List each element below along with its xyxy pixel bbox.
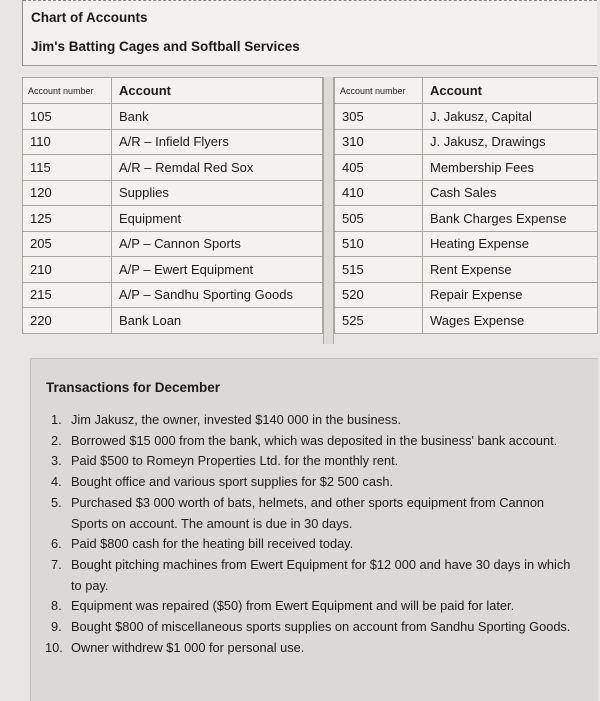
- table-row: [23, 282, 323, 308]
- item-number: 2.: [51, 432, 62, 448]
- account-name: Wages Expense: [423, 308, 598, 334]
- header-account: Account: [112, 78, 323, 104]
- list-item: [31, 638, 571, 659]
- account-name: J. Jakusz, Capital: [423, 104, 598, 130]
- account-number: 205: [23, 231, 112, 257]
- account-number: 110: [23, 129, 112, 155]
- transactions-title: Transactions for December: [46, 380, 221, 395]
- account-name: Repair Expense: [423, 282, 598, 308]
- list-item: [31, 451, 571, 472]
- list-item: [31, 431, 571, 452]
- account-number: 115: [23, 155, 112, 181]
- item-number: 5.: [51, 494, 62, 510]
- table-row: [335, 180, 598, 206]
- account-number: 515: [335, 257, 423, 283]
- table-row: [23, 180, 323, 206]
- header-account-number: Account number: [23, 78, 112, 104]
- table-row: [23, 308, 323, 334]
- table-row: [335, 155, 598, 181]
- account-name: Supplies: [112, 180, 323, 206]
- list-item: [31, 555, 571, 596]
- account-number: 405: [335, 155, 423, 181]
- dashed-rule: [23, 0, 597, 1]
- account-name: A/R – Infield Flyers: [112, 129, 323, 155]
- account-number: 525: [335, 308, 423, 334]
- account-name: Heating Expense: [423, 231, 598, 257]
- table-header-row: [23, 78, 323, 104]
- account-name: Equipment: [112, 206, 323, 232]
- table-row: [23, 155, 323, 181]
- account-number: 305: [335, 104, 423, 130]
- table-row: [23, 129, 323, 155]
- account-name: A/P – Ewert Equipment: [112, 257, 323, 283]
- account-name: Bank Charges Expense: [423, 206, 598, 232]
- account-number: 510: [335, 231, 423, 257]
- table-row: [23, 231, 323, 257]
- page-title: Chart of Accounts: [31, 10, 148, 25]
- accounts-table-left: [22, 77, 323, 334]
- list-item: [31, 493, 571, 534]
- account-number: 210: [23, 257, 112, 283]
- account-name: Rent Expense: [423, 257, 598, 283]
- accounts-table-right: [334, 77, 598, 334]
- account-number: 125: [23, 206, 112, 232]
- document-header: [22, 0, 597, 66]
- list-item: [31, 410, 571, 431]
- item-text: Jim Jakusz, the owner, invested $140 000 in the business.: [71, 412, 402, 427]
- table-row: [335, 282, 598, 308]
- transactions-panel: [30, 358, 598, 701]
- table-divider: [323, 77, 334, 344]
- account-name: Bank Loan: [112, 308, 323, 334]
- account-name: A/P – Sandhu Sporting Goods: [112, 282, 323, 308]
- table-row: [23, 257, 323, 283]
- item-text: Owner withdrew $1 000 for personal use.: [71, 639, 305, 655]
- table-header-row: [335, 78, 598, 104]
- business-name: Jim's Batting Cages and Softball Services: [31, 39, 300, 54]
- item-number: 1.: [51, 412, 62, 427]
- account-name: A/P – Cannon Sports: [112, 231, 323, 257]
- table-row: [335, 129, 598, 155]
- account-name: A/R – Remdal Red Sox: [112, 155, 323, 181]
- item-number: 10.: [45, 639, 63, 655]
- account-name: Cash Sales: [423, 180, 598, 206]
- account-name: J. Jakusz, Drawings: [423, 129, 598, 155]
- item-number: 9.: [51, 619, 62, 635]
- account-number: 310: [335, 129, 423, 155]
- list-item: [31, 617, 571, 638]
- account-name: Bank: [112, 104, 323, 130]
- account-number: 520: [335, 282, 423, 308]
- item-number: 8.: [51, 598, 62, 614]
- header-account: Account: [423, 78, 598, 104]
- account-number: 505: [335, 206, 423, 232]
- header-account-number: Account number: [335, 78, 423, 104]
- list-item: [31, 472, 571, 493]
- item-text: Equipment was repaired ($50) from Ewert Equipment and will be paid for later.: [71, 598, 515, 614]
- item-number: 3.: [51, 453, 62, 469]
- item-text: Purchased $3 000 worth of bats, helmets, and other sports equipment from Cannon Sports on account. The amount is due in 30 days.: [71, 494, 545, 531]
- account-number: 215: [23, 282, 112, 308]
- account-number: 120: [23, 180, 112, 206]
- table-row: [23, 206, 323, 232]
- table-row: [335, 104, 598, 130]
- item-text: Borrowed $15 000 from the bank, which was deposited in the business' bank account.: [71, 432, 558, 448]
- account-name: Membership Fees: [423, 155, 598, 181]
- transactions-list: [31, 410, 571, 658]
- table-row: [335, 231, 598, 257]
- item-text: Bought $800 of miscellaneous sports supplies on account from Sandhu Sporting Goods.: [71, 619, 571, 635]
- item-text: Paid $800 cash for the heating bill received today.: [71, 536, 354, 552]
- item-number: 4.: [51, 474, 62, 490]
- account-number: 105: [23, 104, 112, 130]
- table-row: [335, 257, 598, 283]
- table-row: [23, 104, 323, 130]
- table-row: [335, 206, 598, 232]
- list-item: [31, 596, 571, 617]
- table-row: [335, 308, 598, 334]
- item-text: Paid $500 to Romeyn Properties Ltd. for the monthly rent.: [71, 453, 399, 469]
- item-number: 7.: [51, 556, 62, 572]
- list-item: [31, 534, 571, 555]
- item-text: Bought pitching machines from Ewert Equipment for $12 000 and have 30 days in which to pay.: [71, 556, 571, 593]
- item-text: Bought office and various sport supplies for $2 500 cash.: [71, 474, 394, 490]
- item-number: 6.: [51, 536, 62, 552]
- account-number: 410: [335, 180, 423, 206]
- account-number: 220: [23, 308, 112, 334]
